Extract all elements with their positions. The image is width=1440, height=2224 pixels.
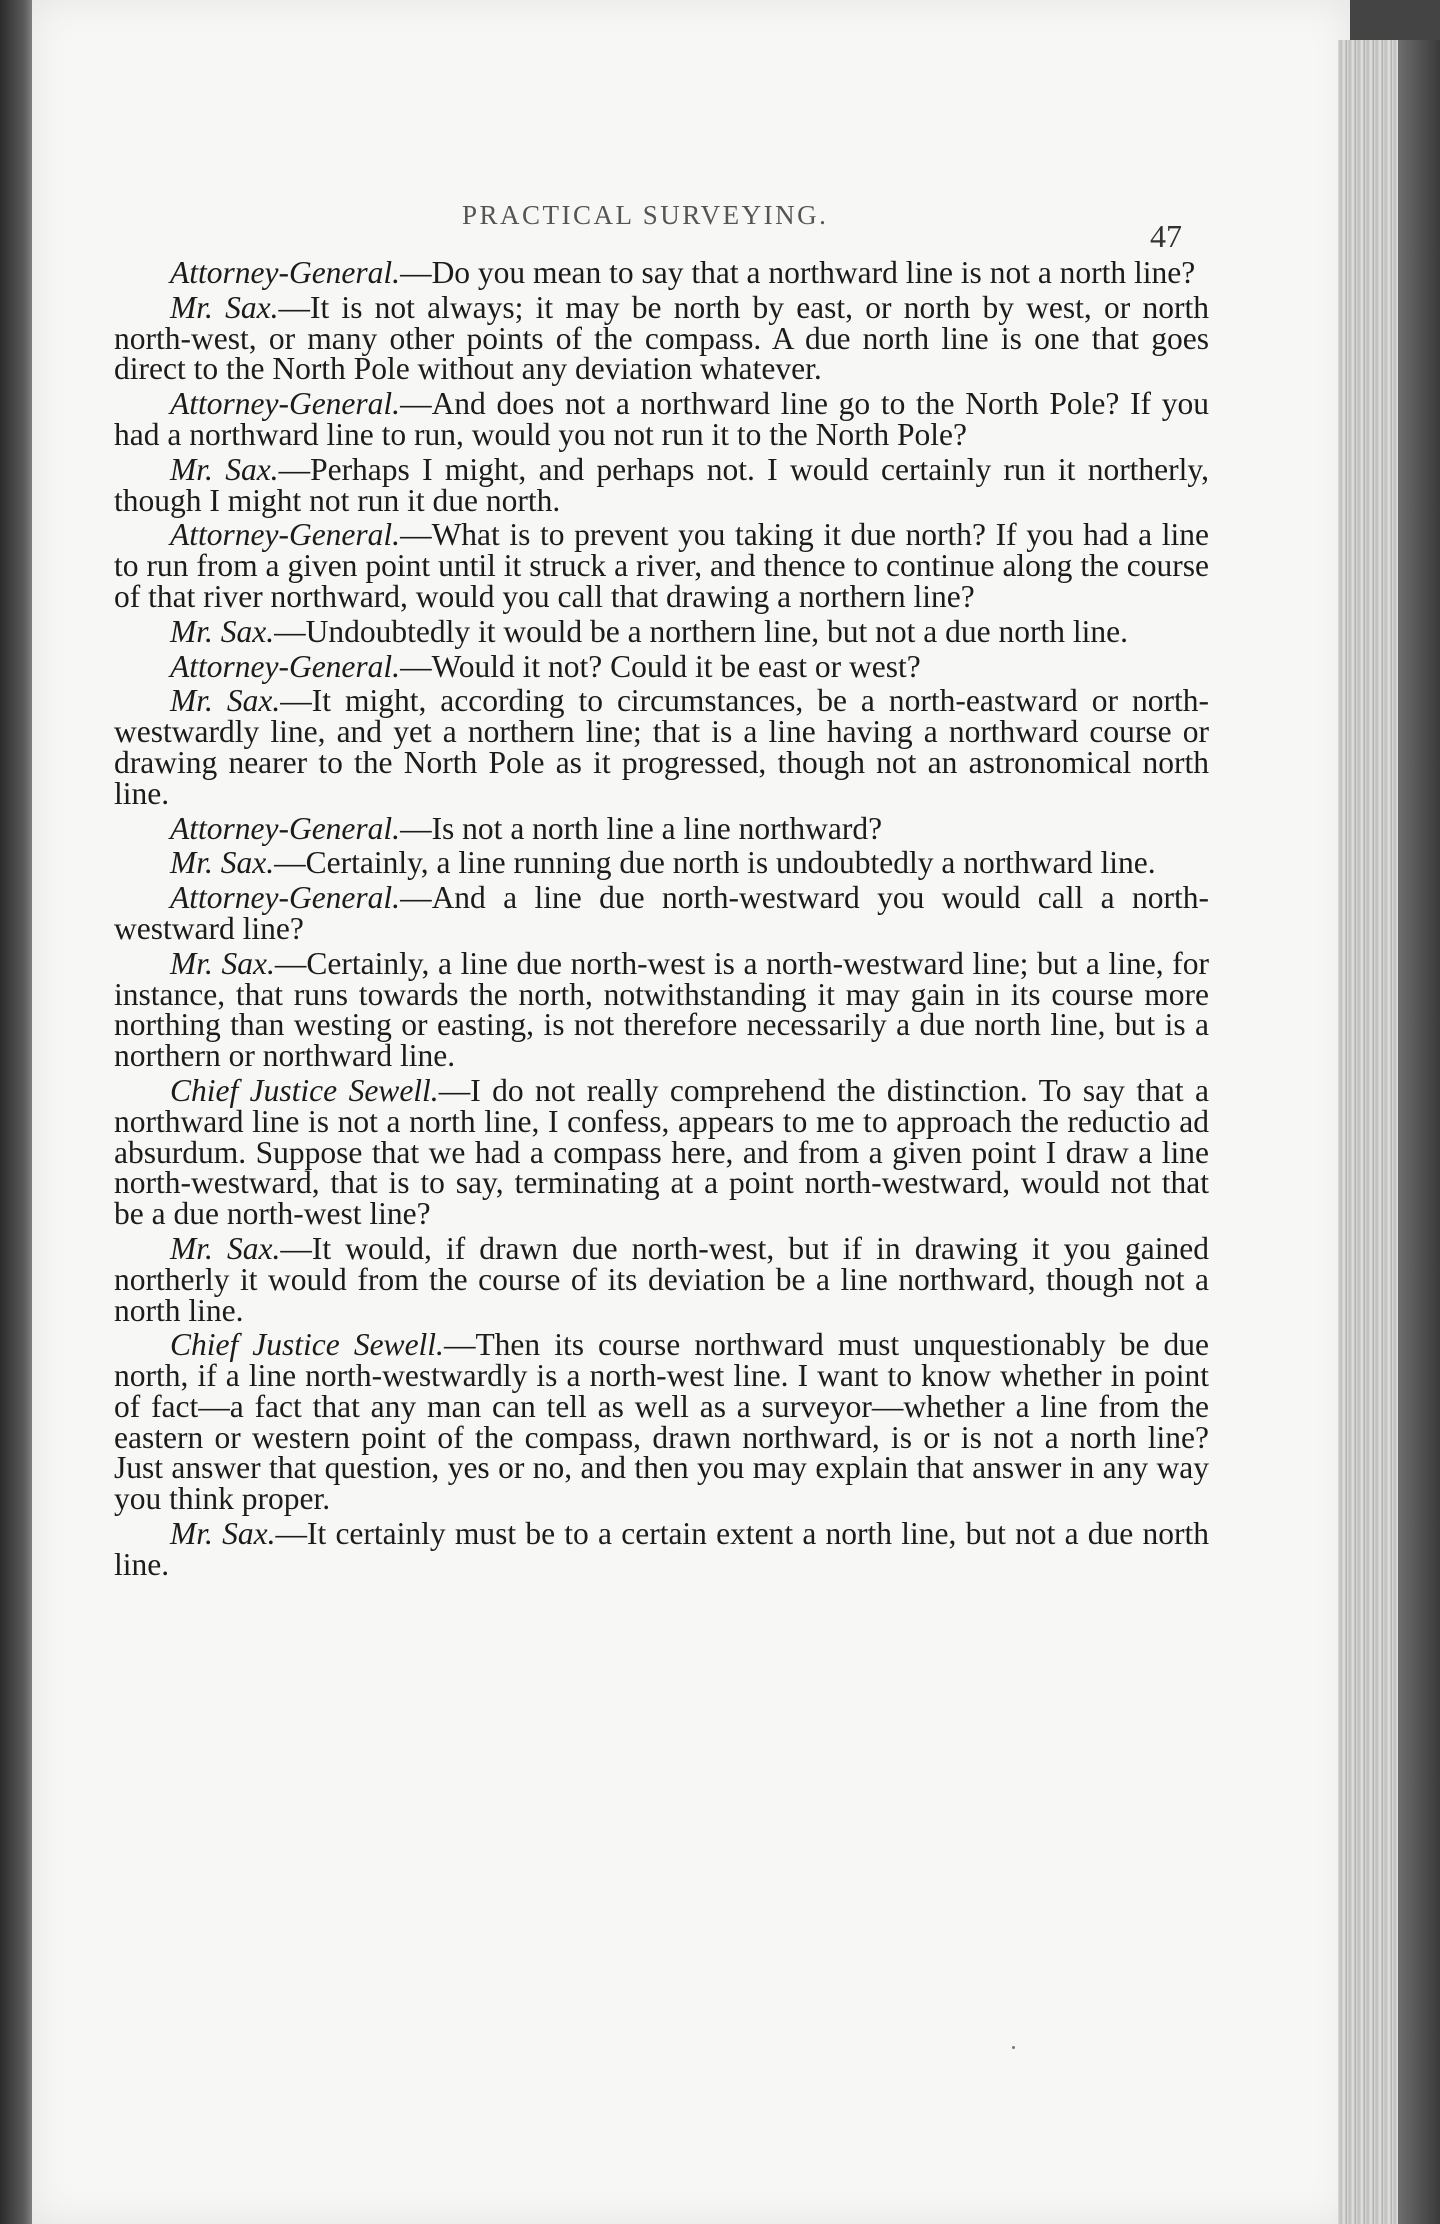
page-body [114,255,1209,1585]
paragraph-text: And does not a northward line go to the North Pole? If you had a northward line to run, would you not run it to the North Pole? [114,386,1209,452]
paragraph: Attorney-General.—And does not a northward line go to the North Pole? If you had a northward line to run, would you not run it to the North Pole? [114,386,1209,452]
speaker-name: Attorney-General. [170,880,401,916]
paragraph-text: I do not really comprehend the distinction. To say that a northward line is not a north line, I confess, appears to me to approach the reductio ad absurdum. Suppose that we had a compass here, and from a given point I draw a line north-westward, that is to say, terminating at a point north-westward, would not that be a due north-west line? [114,1072,1209,1232]
paragraph: Mr. Sax.—It certainly must be to a certain extent a north line, but not a due north line. [114,1516,1209,1582]
paragraph-text: Would it not? Could it be east or west? [431,648,921,684]
paragraph: Chief Justice Sewell.—I do not really comprehend the distinction. To say that a northward line is not a north line, I confess, appears to me to approach the reductio ad absurdum. Suppose that we had a compass here, and from a given point I draw a line north-westward, that is to say, terminating at a point north-westward, would not that be a due north-west line? [114,1072,1209,1232]
paragraph: Chief Justice Sewell.—Then its course northward must unquestionably be due north, if a line north-westwardly is a north-west line. I want to know whether in point of fact—a fact that any man can tell as well as a surveyor—whether a line from the eastern or western point of the compass, drawn northward, is or is not a north line? Just answer that question, yes or no, and then you may explain that answer in any way you think proper. [114,1327,1209,1517]
page-number: 47 [1150,218,1182,254]
stray-mark [1012,2046,1015,2049]
paragraph: Mr. Sax.—It is not always; it may be north by east, or north by west, or north north-west, or many other points of the compass. A due north line is one that goes direct to the North Pole without any deviation whatever. [114,289,1209,387]
speaker-name: Mr. Sax. [170,1230,281,1266]
paragraph: Attorney-General.—Would it not? Could it be east or west? [170,648,921,684]
running-head: PRACTICAL SURVEYING. [462,200,829,230]
paragraph: Mr. Sax.—Undoubtedly it would be a northern line, but not a due north line. [170,613,1128,649]
paragraph: Mr. Sax.—It would, if drawn due north-west, but if in drawing it you gained northerly it would from the course of its deviation be a line northward, though not a north line. [114,1230,1209,1328]
speaker-name: Mr. Sax. [170,683,281,719]
book-page [32,0,1350,2224]
paragraph: Mr. Sax.—Certainly, a line running due north is undoubtedly a northward line. [170,845,1156,881]
speaker-name: Chief Justice Sewell. [170,1072,439,1108]
paragraph: Attorney-General.—Is not a north line a line northward? [170,810,883,846]
paragraph: Attorney-General.—And a line due north-westward you would call a north-westward line? [114,880,1209,946]
speaker-name: Attorney-General. [170,255,401,290]
page-header [32,200,1350,254]
speaker-name: Attorney-General. [170,810,401,846]
paragraph-text: Perhaps I might, and perhaps not. I would certainly run it northerly, though I might not run it due north. [114,451,1209,518]
paragraph: Mr. Sax.—Perhaps I might, and perhaps not. I would certainly run it northerly, though I might not run it due north. [114,451,1209,518]
speaker-name: Mr. Sax. [170,451,279,487]
speaker-name: Mr. Sax. [170,289,279,325]
paragraph-text: Undoubtedly it would be a northern line, but not a due north line. [305,613,1128,649]
page-edges [1338,40,1398,2224]
book-cover-edge [1398,40,1440,2224]
speaker-name: Attorney-General. [170,386,401,422]
paragraph-text: It is not always; it may be north by east, or north by west, or north north-west, or many other points of the compass. A due north line is one that goes direct to the North Pole without any deviation whatever. [114,289,1209,387]
paragraph-text: What is to prevent you taking it due north? If you had a line to run from a given point until it struck a river, and thence to continue along the course of that river northward, would you call that drawing a northern line? [114,517,1209,614]
paragraph-text: It certainly must be to a certain extent a north line, but not a due north line. [114,1516,1209,1582]
paragraph: Attorney-General.—What is to prevent you taking it due north? If you had a line to run from a given point until it struck a river, and thence to continue along the course of that river northward, would you call that drawing a northern line? [114,517,1209,614]
paragraph-text: Then its course northward must unquestionably be due north, if a line north-westwardly is a north-west line. I want to know whether in point of fact—a fact that any man can tell as well as a surveyor—whether a line from the eastern or western point of the compass, drawn northward, is or is not a north line? Just answer that question, yes or no, and then you may explain that answer in any way you think proper. [114,1327,1209,1517]
speaker-name: Mr. Sax. [170,945,275,981]
paragraph: Mr. Sax.—It might, according to circumstances, be a north-eastward or north-westwardly line, and yet a northern line; that is a line having a northward course or drawing nearer to the North Pole as it progressed, though not an astronomical north line. [114,683,1209,811]
speaker-name: Attorney-General. [170,517,401,553]
paragraph-text: Certainly, a line due north-west is a north-westward line; but a line, for instance, that runs towards the north, notwithstanding it may gain in its course more northing than westing or easting, is not therefore necessarily a due north line, but is a northern or northward line. [114,945,1209,1074]
paragraph-text: It would, if drawn due north-west, but if in drawing it you gained northerly it would from the course of its deviation be a line northward, though not a north line. [114,1230,1209,1328]
speaker-name: Attorney-General. [170,648,401,684]
paragraph-text: Certainly, a line running due north is undoubtedly a northward line. [305,845,1156,881]
paragraph-text: Do you mean to say that a northward line is not a north line? [431,255,1196,290]
speaker-name: Mr. Sax. [170,845,275,881]
book-gutter [0,0,34,2224]
speaker-name: Chief Justice Sewell. [170,1327,444,1363]
speaker-name: Mr. Sax. [170,1516,276,1552]
paragraph-text: Is not a north line a line northward? [431,810,883,846]
speaker-name: Mr. Sax. [170,613,275,649]
paragraph: Attorney-General.—Do you mean to say that a northward line is not a north line? [170,255,1196,290]
paragraph-text: It might, according to circumstances, be a north-eastward or north-westwardly line, and yet a northern line; that is a line having a northward course or drawing nearer to the North Pole as it progressed, though not an astronomical north line. [114,683,1209,811]
paragraph-text: And a line due north-westward you would call a north-westward line? [114,880,1209,946]
paragraph: Mr. Sax.—Certainly, a line due north-west is a north-westward line; but a line, for instance, that runs towards the north, notwithstanding it may gain in its course more northing than westing or easting, is not therefore necessarily a due north line, but is a northern or northward line. [114,945,1209,1074]
